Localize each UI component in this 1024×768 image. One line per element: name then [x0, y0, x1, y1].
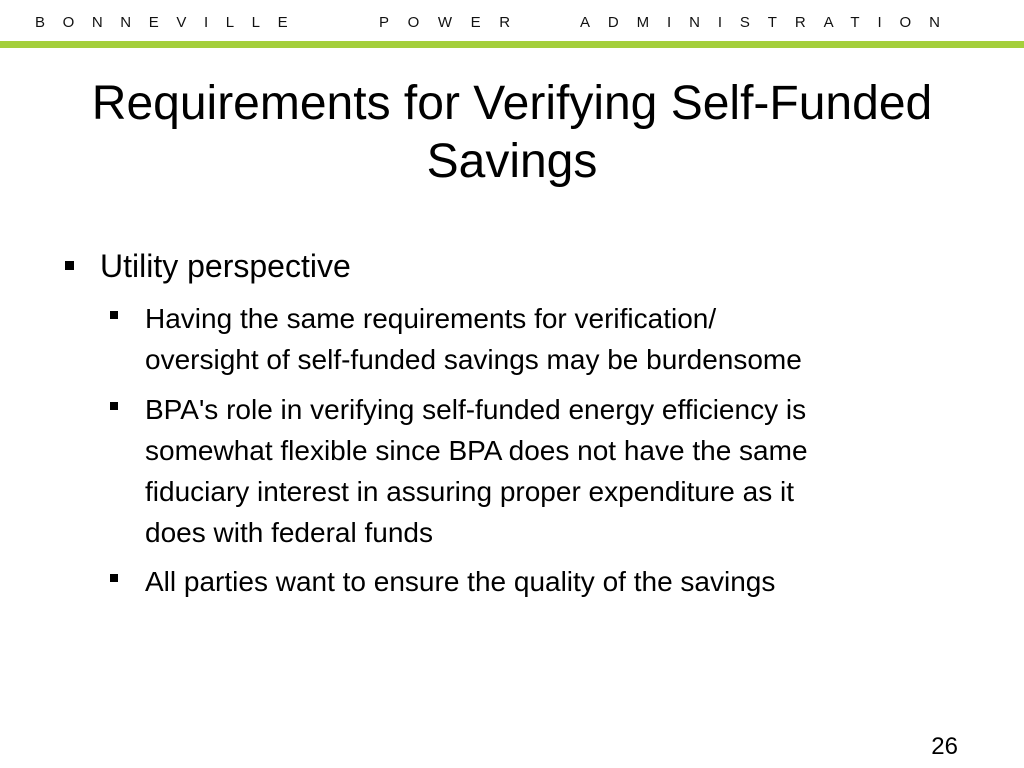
org-name-word-power: POWER [379, 14, 529, 31]
sub-bullet-text [145, 561, 975, 602]
bullet-text: Utility perspective [100, 248, 351, 284]
org-name-word-administration: ADMINISTRATION [580, 14, 958, 31]
sub-bullet-line: Having the same requirements for verification/ [145, 303, 717, 334]
sub-bullet-line: oversight of self-funded savings may be burdensome [145, 344, 802, 375]
sub-bullet-line: fiduciary interest in assuring proper expenditure as it [145, 476, 795, 507]
slide-title-line-2: Savings [426, 135, 598, 188]
square-bullet-icon [110, 402, 118, 410]
sub-bullet-text [145, 389, 975, 553]
square-bullet-icon [65, 261, 74, 270]
sub-bullet-text [145, 298, 975, 380]
sub-bullet-line: somewhat flexible since BPA does not have the same [145, 435, 808, 466]
sub-bullet-line: BPA's role in verifying self-funded energy efficiency is [145, 394, 807, 425]
sub-bullet-line: All parties want to ensure the quality of the savings [145, 566, 776, 597]
square-bullet-icon [110, 311, 118, 319]
page-number: 26 [931, 733, 958, 760]
sub-bullet-line: does with federal funds [145, 517, 433, 548]
square-bullet-icon [110, 574, 118, 582]
slide-title-line-1: Requirements for Verifying Self-Funded [91, 77, 933, 130]
org-name-word-bonneville: BONNEVILLE [35, 14, 306, 31]
